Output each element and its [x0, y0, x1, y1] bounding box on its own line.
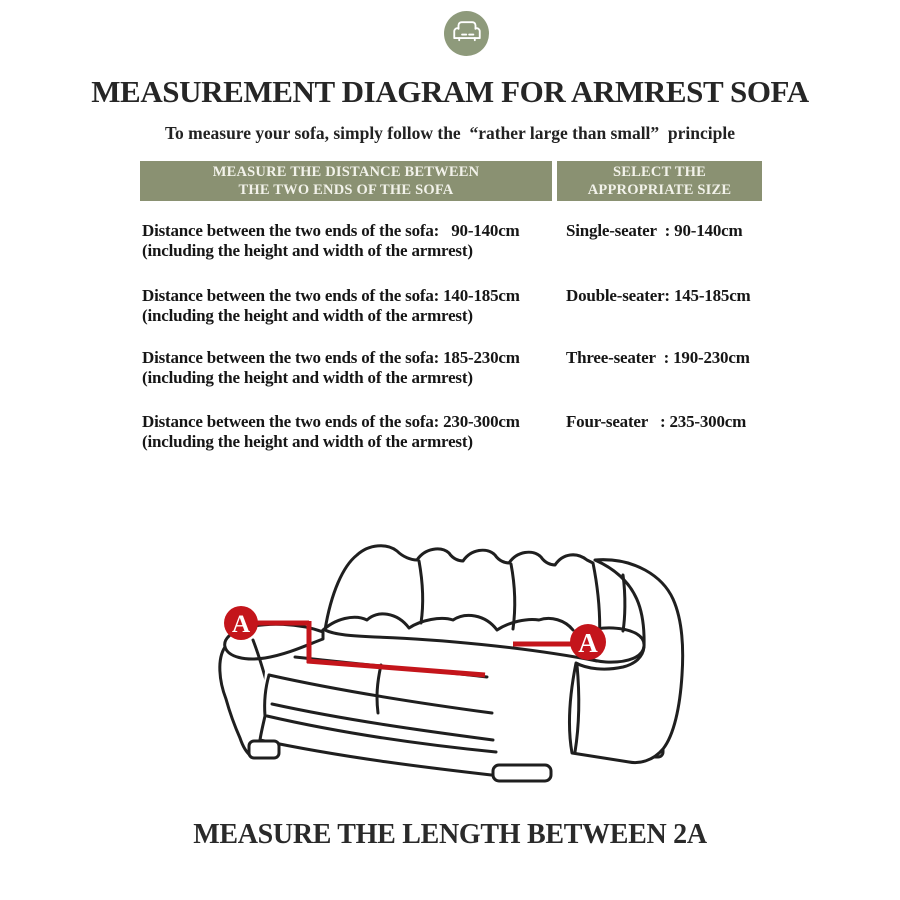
row-measure: Distance between the two ends of the sofa: 140-185cm	[142, 286, 520, 305]
header-size-line1: SELECT THE	[613, 164, 706, 180]
sofa-badge	[444, 11, 489, 56]
row-size: Three-seater : 190-230cm	[566, 348, 750, 367]
row-size: Double-seater: 145-185cm	[566, 286, 751, 305]
row-detail: (including the height and width of the armrest)	[142, 240, 473, 260]
table-row	[142, 221, 898, 260]
footer-title: MEASURE THE LENGTH BETWEEN 2A	[193, 819, 707, 850]
table-header-size	[557, 161, 762, 201]
header-size-line2: APPROPRIATE SIZE	[587, 182, 732, 198]
row-measure: Distance between the two ends of the sofa: 90-140cm	[142, 221, 520, 240]
sofa-measurement-diagram	[195, 535, 715, 795]
marker-a-left-label: A	[231, 611, 251, 638]
row-measure: Distance between the two ends of the sofa: 185-230cm	[142, 348, 520, 367]
row-size: Four-seater : 235-300cm	[566, 412, 747, 431]
table-header	[140, 161, 762, 201]
header-measure-line2: THE TWO ENDS OF THE SOFA	[238, 182, 454, 198]
sofa-line-drawing	[195, 535, 715, 795]
row-detail: (including the height and width of the armrest)	[142, 431, 473, 451]
row-detail: (including the height and width of the armrest)	[142, 305, 473, 325]
header-measure-line1: MEASURE THE DISTANCE BETWEEN	[212, 164, 480, 180]
page-title: MEASUREMENT DIAGRAM FOR ARMREST SOFA	[91, 74, 809, 109]
row-measure: Distance between the two ends of the sofa: 230-300cm	[142, 412, 520, 431]
table-row	[142, 348, 898, 387]
page-subtitle: To measure your sofa, simply follow the “rather large than small” principle	[164, 123, 736, 143]
row-size: Single-seater : 90-140cm	[566, 221, 743, 240]
table-row	[142, 412, 898, 451]
marker-a-right	[570, 624, 606, 660]
row-detail: (including the height and width of the armrest)	[142, 367, 473, 387]
table-header-measure	[140, 161, 552, 201]
sofa-icon	[450, 14, 484, 53]
marker-a-left	[224, 606, 258, 640]
table-row	[142, 286, 898, 325]
marker-a-right-label: A	[578, 628, 598, 658]
